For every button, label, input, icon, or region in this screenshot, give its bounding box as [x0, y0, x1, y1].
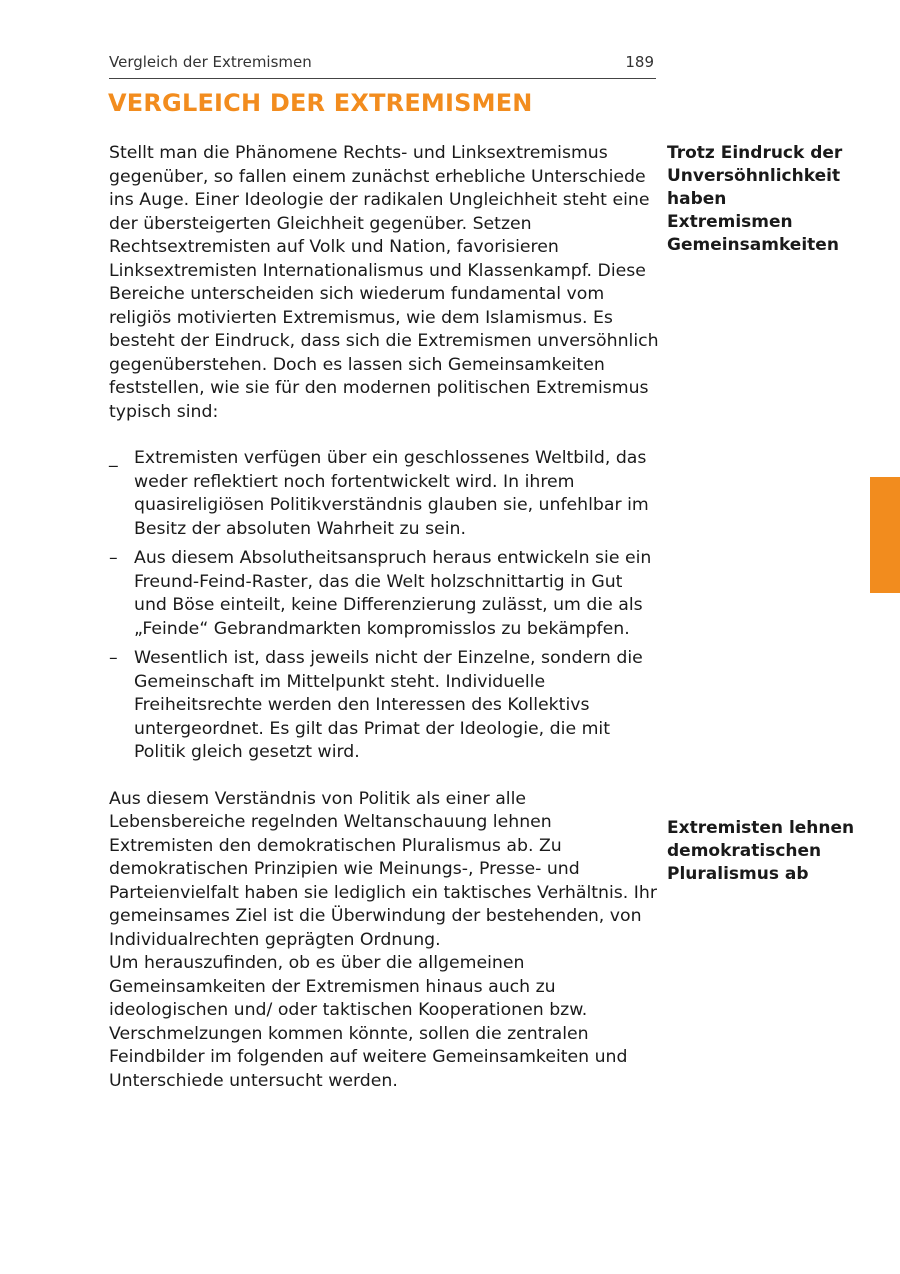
list-item-text: Aus diesem Absolutheitsanspruch heraus entwickeln sie ein Freund-Feind-Raster, das die Welt holzschnittartig in Gut und Böse einteilt, keine Differenzierung zulässt, um die als „Feinde“ Gebrandmarkten kompromisslos zu bekämpfen. [134, 548, 652, 639]
margin-note-pluralism: Extremisten lehnen demokratischen Pluralismus ab [667, 818, 855, 884]
list-marker: _ [109, 448, 118, 468]
chapter-title: VERGLEICH DER EXTREMISMEN [108, 89, 533, 117]
chapter-side-tab [870, 477, 900, 593]
page-number: 189 [625, 53, 654, 71]
list-item-text: Wesentlich ist, dass jeweils nicht der Einzelne, sondern die Gemeinschaft im Mittelpunkt steht. Individuelle Freiheitsrechte werden den Interessen des Kollektivs untergeordnet. Es gilt das Primat der Ideologie, die mit Politik gleich gesetzt wird. [134, 648, 643, 762]
pluralism-paragraph: Aus diesem Verständnis von Politik als einer alle Lebensbereiche regelnden Weltanschauung lehnen Extremisten den demokratischen Pluralismus ab. Zu demokratischen Prinzipien wie Meinungs-, Presse- und Parteienvielfalt haben sie lediglich ein taktisches Verhältnis. Ihr gemeinsames Ziel ist die Überwindung der bestehenden, von Individualrechten geprägten Ordnung. [109, 788, 657, 950]
running-title: Vergleich der Extremismen [109, 53, 312, 71]
commonalities-list [109, 447, 659, 765]
list-marker: – [109, 548, 118, 568]
closing-paragraph: Um herauszufinden, ob es über die allgemeinen Gemeinsamkeiten der Extremismen hinaus auch zu ideologischen und/ oder taktischen Kooperationen bzw. Verschmelzungen kommen könnte, sollen die zentralen Feindbilder im folgenden auf weitere Gemeinsamkeiten und Unterschiede untersucht werden. [109, 953, 628, 1091]
list-marker: – [109, 648, 118, 668]
list-item [109, 647, 659, 765]
list-item [109, 447, 659, 541]
main-text-column [109, 142, 659, 1093]
list-item [109, 547, 659, 641]
list-item-text: Extremisten verfügen über ein geschlossenes Weltbild, das weder reflektiert noch fortentwickelt wird. In ihrem quasireligiösen Politikverständnis glauben sie, unfehlbar im Besitz der absoluten Wahrheit zu sein. [134, 448, 649, 539]
margin-note-commonalities: Trotz Eindruck der Unversöhnlichkeit haben Extremismen Gemeinsamkeiten [667, 143, 843, 255]
running-header [109, 52, 656, 79]
intro-paragraph: Stellt man die Phänomene Rechts- und Linksextremismus gegenüber, so fallen einem zunächst erhebliche Unterschiede ins Auge. Einer Ideologie der radikalen Ungleichheit steht eine der übersteigerten Gleichheit gegenüber. Setzen Rechtsextremisten auf Volk und Nation, favorisieren Linksextremisten Internationalismus und Klassenkampf. Diese Bereiche unterscheiden sich wiederum fundamental vom religiös motivierten Extremismus, wie dem Islamismus. Es besteht der Eindruck, dass sich die Extremismen unversöhnlich gegenüberstehen. Doch es lassen sich Gemeinsamkeiten feststellen, wie sie für den modernen politischen Extremismus typisch sind: [109, 143, 659, 422]
